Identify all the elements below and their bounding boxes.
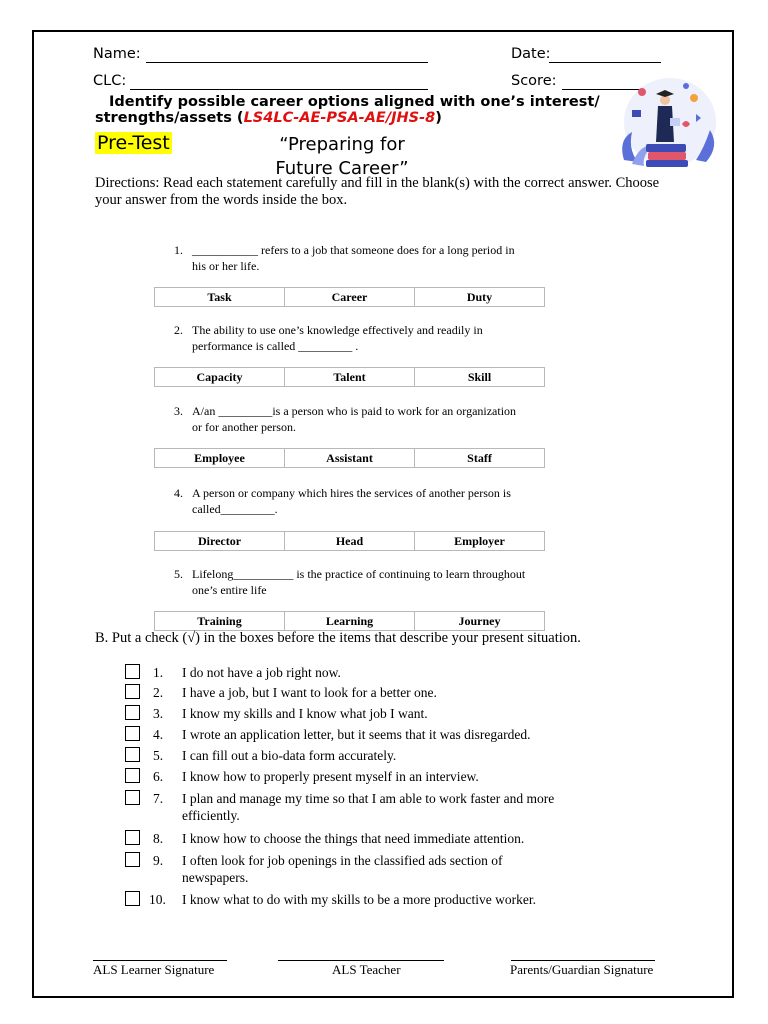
graduate-illustration-icon <box>612 70 722 174</box>
item-number: 6. <box>153 769 164 784</box>
parent-signature-line[interactable] <box>511 960 655 961</box>
checkbox[interactable] <box>125 726 140 741</box>
choice-option: Employee <box>155 449 285 467</box>
worksheet-title <box>262 133 422 181</box>
item-number: 5. <box>153 748 164 763</box>
choice-option: Talent <box>285 368 415 386</box>
date-field[interactable] <box>549 62 661 63</box>
item-number: 2. <box>153 685 164 700</box>
checkbox[interactable] <box>125 747 140 762</box>
item-text: I wrote an application letter, but it seems that it was disregarded. <box>182 727 531 742</box>
choice-box-1 <box>154 287 545 307</box>
choice-option: Assistant <box>285 449 415 467</box>
choice-option: Capacity <box>155 368 285 386</box>
objective-code: LS4LC-AE-PSA-AE/JHS-8 <box>243 110 436 126</box>
checkbox[interactable] <box>125 891 140 906</box>
item-number: 3. <box>153 706 164 721</box>
choice-option: Journey <box>415 612 545 630</box>
question-text-cont: performance is called _________ . <box>192 339 359 353</box>
checkbox[interactable] <box>125 790 140 805</box>
learning-objective <box>95 94 615 126</box>
parent-signature-label: Parents/Guardian Signature <box>510 962 654 977</box>
question-4 <box>174 485 544 517</box>
question-text: Lifelong__________ is the practice of continuing to learn throughout <box>192 567 526 581</box>
question-5 <box>174 566 544 598</box>
teacher-signature-label: ALS Teacher <box>332 962 401 977</box>
checkbox[interactable] <box>125 684 140 699</box>
clc-field[interactable] <box>130 89 428 90</box>
item-text: I plan and manage my time so that I am able to work faster and more efficiently. <box>182 791 555 823</box>
choice-option: Staff <box>415 449 545 467</box>
question-text-cont: or for another person. <box>192 420 296 434</box>
question-text: ___________ refers to a job that someone does for a long period in <box>192 243 515 257</box>
learner-signature-label: ALS Learner Signature <box>93 962 215 977</box>
checkbox[interactable] <box>125 705 140 720</box>
question-3 <box>174 403 544 435</box>
name-field[interactable] <box>146 62 428 63</box>
choice-option: Learning <box>285 612 415 630</box>
checkbox[interactable] <box>125 768 140 783</box>
item-number: 10. <box>149 892 166 907</box>
checkbox[interactable] <box>125 664 140 679</box>
question-text: A/an _________is a person who is paid to work for an organization <box>192 404 517 418</box>
item-text: I know how to properly present myself in an interview. <box>182 769 479 784</box>
name-label: Name: <box>93 46 141 62</box>
question-text-cont: one’s entire life <box>192 583 267 597</box>
choice-option: Head <box>285 532 415 550</box>
choice-option: Task <box>155 288 285 306</box>
teacher-signature-line[interactable] <box>278 960 444 961</box>
choice-option: Employer <box>415 532 545 550</box>
item-text: I know how to choose the things that need immediate attention. <box>182 831 525 846</box>
question-text-cont: his or her life. <box>192 259 260 273</box>
pre-test-label: Pre-Test <box>97 132 170 154</box>
item-text: I know what to do with my skills to be a more productive worker. <box>182 892 536 907</box>
question-text: A person or company which hires the services of another person is <box>192 486 511 500</box>
item-text: I can fill out a bio-data form accurately. <box>182 748 397 763</box>
question-number: 5. <box>174 567 183 581</box>
question-number: 1. <box>174 243 183 257</box>
item-text: I have a job, but I want to look for a better one. <box>182 685 437 700</box>
choice-option: Duty <box>415 288 545 306</box>
part-b-instruction: B. Put a check (√) in the boxes before the items that describe your present situation. <box>95 630 581 646</box>
item-text: I do not have a job right now. <box>182 665 341 680</box>
choice-option: Skill <box>415 368 545 386</box>
item-number: 7. <box>153 791 164 806</box>
choice-option: Training <box>155 612 285 630</box>
choice-option: Director <box>155 532 285 550</box>
learner-signature-line[interactable] <box>93 960 227 961</box>
item-number: 4. <box>153 727 164 742</box>
item-text: I know my skills and I know what job I want. <box>182 706 428 721</box>
question-2 <box>174 322 544 354</box>
title-line-2: Future Career” <box>275 158 409 179</box>
item-number: 1. <box>153 665 164 680</box>
item-number: 8. <box>153 831 164 846</box>
objective-text: Identify possible career options aligned with one’s interest/ strengths/assets ( <box>95 94 600 126</box>
title-line-1: “Preparing for <box>279 134 405 155</box>
directions-text: Directions: Read each statement carefully and fill in the blank(s) with the correct answer. Choose your answer from the words inside the box. <box>95 175 660 208</box>
item-text: I often look for job openings in the classified ads section of newspapers. <box>182 853 503 885</box>
checkbox[interactable] <box>125 852 140 867</box>
choice-option: Career <box>285 288 415 306</box>
question-number: 3. <box>174 404 183 418</box>
objective-close: ) <box>435 110 442 126</box>
choice-box-2 <box>154 367 545 387</box>
date-label: Date: <box>511 46 551 62</box>
choice-box-4 <box>154 531 545 551</box>
question-number: 2. <box>174 323 183 337</box>
question-number: 4. <box>174 486 183 500</box>
question-text-cont: called_________. <box>192 502 278 516</box>
clc-label: CLC: <box>93 73 127 89</box>
choice-box-5 <box>154 611 545 631</box>
item-number: 9. <box>153 853 164 868</box>
checkbox[interactable] <box>125 830 140 845</box>
score-label: Score: <box>511 73 557 89</box>
question-1 <box>174 242 544 274</box>
choice-box-3 <box>154 448 545 468</box>
question-text: The ability to use one’s knowledge effectively and readily in <box>192 323 483 337</box>
